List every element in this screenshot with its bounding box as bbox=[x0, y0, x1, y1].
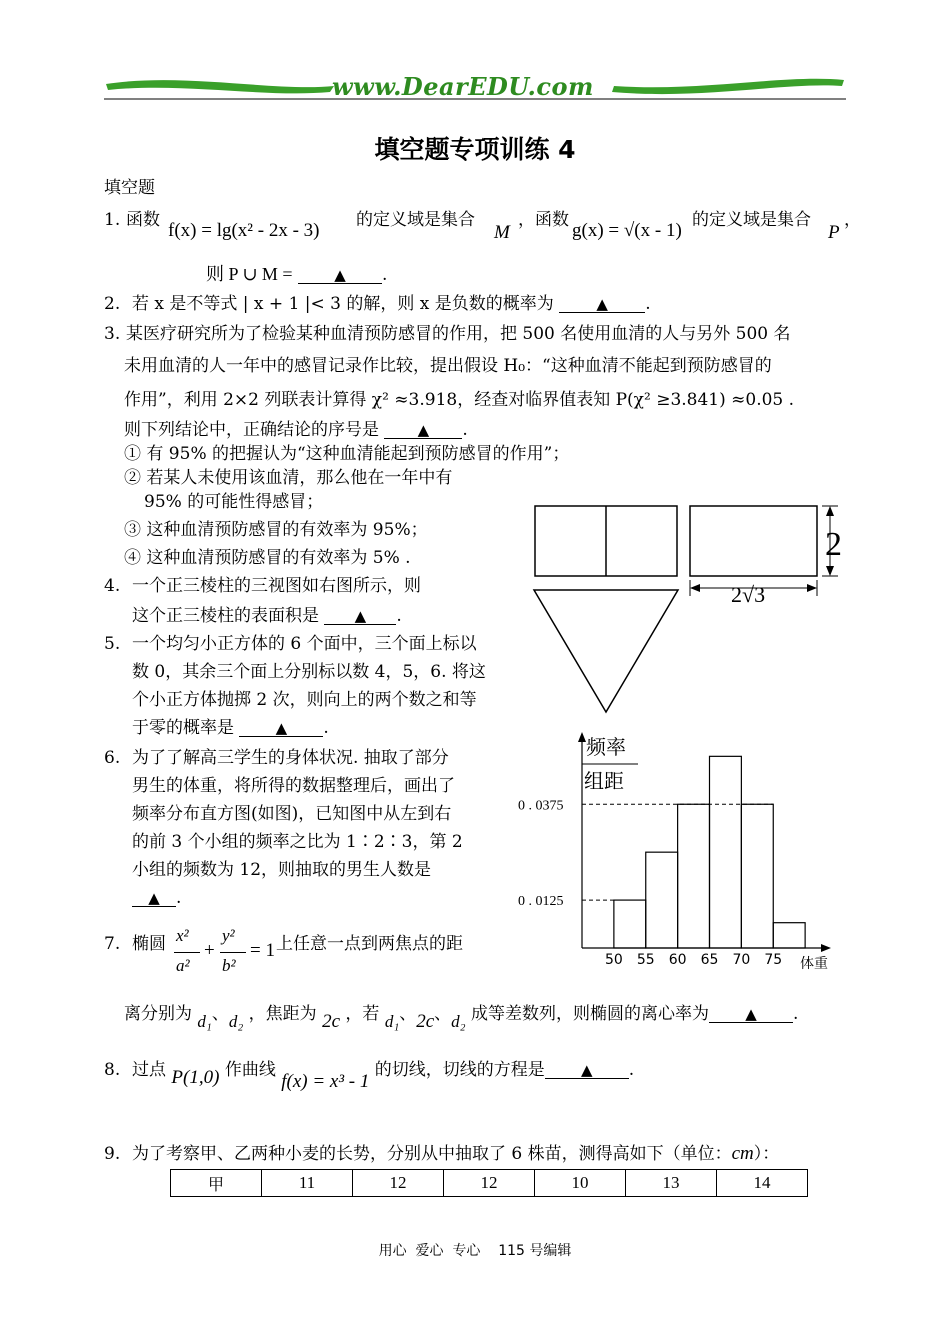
q7-d2-b: d₂ bbox=[451, 1012, 466, 1031]
q6-line-3: 频率分布直方图(如图)，已知图中从左到右 bbox=[132, 804, 452, 824]
q1-text-4: 的定义域是集合 bbox=[692, 210, 811, 230]
table-cell: 10 bbox=[535, 1170, 626, 1197]
q1-union-expr: 则 P ∪ M = bbox=[206, 264, 293, 284]
x-axis-arrow bbox=[821, 944, 831, 952]
answer-blank-1[interactable]: ▲ bbox=[298, 267, 382, 284]
histogram-bar bbox=[773, 923, 805, 948]
q1-set-p: P bbox=[828, 222, 840, 243]
q7-l2c: ，若 bbox=[345, 1004, 380, 1024]
table-cell: 13 bbox=[626, 1170, 717, 1197]
q7-equals-one: = 1 bbox=[250, 940, 275, 961]
q7-number: 7. bbox=[104, 934, 121, 954]
q7-sep-b: 、 bbox=[399, 1004, 417, 1024]
q4-line-2-text: 这个正三棱柱的表面积是 bbox=[132, 606, 319, 626]
q3-number: 3. bbox=[104, 324, 121, 344]
q3-line-3: 作用”，利用 2×2 列联表计算得 χ² ≈3.918，经查对临界值表知 P(χ² ≥3.841) ≈0.05 . bbox=[124, 390, 795, 410]
q5-number: 5. bbox=[104, 634, 121, 654]
q7-text-1: 椭圆 bbox=[132, 934, 166, 954]
width-label: 2√3 bbox=[731, 582, 766, 607]
q7-frac-y-den: b² bbox=[222, 956, 236, 975]
q7-frac-x-den: a² bbox=[176, 956, 190, 975]
q1-text-2: 的定义域是集合 bbox=[356, 210, 475, 230]
q6-number: 6. bbox=[104, 748, 121, 768]
q7-sep-c: 、 bbox=[434, 1004, 452, 1024]
q5-line-1: 一个均匀小正方体的 6 个面中，三个面上标以 bbox=[132, 634, 477, 654]
q5-line-3: 个小正方体抛掷 2 次，则向上的两个数之和等 bbox=[132, 690, 477, 710]
q5-line-4-text: 于零的概率是 bbox=[132, 718, 234, 738]
x-label: 体重 bbox=[800, 956, 828, 972]
histogram-bar bbox=[678, 804, 710, 948]
q7-frac-x-bar bbox=[174, 952, 200, 953]
q7-text-2: 上任意一点到两焦点的距 bbox=[276, 934, 463, 954]
q7-frac-y-bar bbox=[220, 952, 246, 953]
histogram-bar bbox=[741, 804, 773, 948]
q9-tail: ）： bbox=[753, 1144, 780, 1164]
q7-d1-b: d₁ bbox=[384, 1012, 400, 1031]
histogram-bar bbox=[646, 852, 678, 948]
answer-blank-2[interactable]: ▲ bbox=[559, 296, 645, 313]
q8-number: 8. bbox=[104, 1060, 121, 1080]
x-tick-label: 50 bbox=[604, 952, 623, 968]
q9-line bbox=[132, 1142, 779, 1166]
answer-blank-4[interactable]: ▲ bbox=[324, 608, 396, 625]
frequency-histogram bbox=[510, 728, 850, 978]
q1-text-5: ， bbox=[844, 210, 861, 230]
q9-unit: cm bbox=[731, 1143, 754, 1164]
q1-number: 1. bbox=[104, 210, 121, 230]
q8-text-3: 的切线，切线的方程是 bbox=[374, 1060, 545, 1080]
q7-l2a: 离分别为 bbox=[124, 1004, 192, 1024]
q8-text-2: 作曲线 bbox=[224, 1060, 276, 1080]
q7-line-2: 离分别为 d₁、d₂ ，焦距为 2c ，若 d₁、2c、d₂ 成等差数列，则椭圆的离心率为 ▲ . bbox=[124, 1004, 799, 1032]
q1-g-formula: g(x) = √(x - 1) bbox=[572, 220, 682, 241]
site-url[interactable]: www.DearEDU.com bbox=[332, 72, 594, 101]
q3-line-4: 则下列结论中，正确结论的序号是 ▲ . bbox=[124, 420, 468, 440]
q7-ellipse-formula bbox=[172, 926, 276, 986]
x-tick-label: 75 bbox=[764, 952, 783, 968]
top-view-triangle bbox=[534, 590, 678, 712]
q3-line-4-text: 则下列结论中，正确结论的序号是 bbox=[124, 420, 379, 440]
q4-line-2: 这个正三棱柱的表面积是 ▲ . bbox=[132, 606, 402, 626]
height-arrow-down bbox=[826, 566, 834, 576]
q3-option-3: ③ 这种血清预防感冒的有效率为 95%； bbox=[124, 520, 428, 540]
q3-line-2: 未用血清的人一年中的感冒记录作比较，提出假设 H₀：“这种血清不能起到预防感冒的 bbox=[124, 356, 772, 376]
x-tick-label: 55 bbox=[636, 952, 655, 968]
answer-blank-7[interactable]: ▲ bbox=[709, 1006, 793, 1023]
table-row-label: 甲 bbox=[171, 1170, 262, 1197]
table-cell: 14 bbox=[717, 1170, 808, 1197]
table-row bbox=[171, 1170, 808, 1197]
table-cell: 12 bbox=[444, 1170, 535, 1197]
q7-d2: d₂ bbox=[228, 1012, 244, 1031]
height-label: 2 bbox=[825, 526, 842, 563]
table-cell: 12 bbox=[353, 1170, 444, 1197]
y-tick-label: 0 . 0375 bbox=[518, 798, 564, 814]
x-tick-label: 70 bbox=[732, 952, 751, 968]
q5-line-2: 数 0，其余三个面上分别标以数 4，5，6. 将这 bbox=[132, 662, 486, 682]
q2-line: 若 x 是不等式 | x + 1 |< 3 的解，则 x 是负数的概率为 ▲ . bbox=[132, 294, 651, 314]
x-tick-label: 65 bbox=[700, 952, 719, 968]
q8-point: P(1,0) bbox=[171, 1067, 220, 1088]
answer-blank-6[interactable]: ▲ bbox=[132, 890, 176, 907]
histogram-bar bbox=[614, 900, 646, 948]
page-title: 填空题专项训练 4 bbox=[374, 135, 576, 164]
q3-option-2b: 95% 的可能性得感冒； bbox=[144, 492, 324, 512]
q6-line-2: 男生的体重，将所得的数据整理后，画出了 bbox=[132, 776, 455, 796]
x-tick-label: 60 bbox=[668, 952, 687, 968]
q9-height-table bbox=[170, 1169, 808, 1197]
y-label-top: 频率 bbox=[586, 735, 626, 759]
y-axis-arrow bbox=[578, 732, 586, 742]
q1-text-1: 函数 bbox=[126, 210, 160, 230]
q7-2c: 2c bbox=[322, 1011, 340, 1032]
answer-blank-8[interactable]: ▲ bbox=[545, 1062, 629, 1079]
q8-curve: f(x) = x³ - 1 bbox=[281, 1071, 370, 1092]
section-label: 填空题 bbox=[104, 178, 155, 198]
width-arrow-left bbox=[690, 584, 700, 592]
q8-text-1: 过点 bbox=[132, 1060, 166, 1080]
y-label-bottom: 组距 bbox=[584, 769, 624, 793]
page-footer: 用心 爱心 专心 115 号编辑 bbox=[378, 1243, 572, 1259]
q7-frac-x-num: x² bbox=[176, 926, 189, 945]
q6-answer-line: ▲ . bbox=[132, 886, 181, 910]
y-tick-label: 0 . 0125 bbox=[518, 894, 564, 910]
q2-text: 若 x 是不等式 | x + 1 |< 3 的解，则 x 是负数的概率为 bbox=[132, 294, 554, 314]
q3-option-2a: ② 若某人未使用该血清，那么他在一年中有 bbox=[124, 468, 453, 488]
q7-d1: d₁ bbox=[197, 1012, 212, 1031]
height-arrow-up bbox=[826, 506, 834, 516]
q7-l2b: ，焦距为 bbox=[248, 1004, 317, 1024]
answer-blank-3[interactable]: ▲ bbox=[384, 422, 462, 439]
q7-sep-a: 、 bbox=[211, 1004, 229, 1024]
q3-option-1: ① 有 95% 的把握认为“这种血清能起到预防感冒的作用”； bbox=[124, 444, 570, 464]
width-arrow-right bbox=[807, 584, 817, 592]
q6-line-4: 的前 3 个小组的频率之比为 1∶2∶3，第 2 bbox=[132, 832, 463, 852]
q9-number: 9. bbox=[104, 1144, 121, 1164]
q7-frac-y-num: y² bbox=[222, 926, 235, 945]
q3-line-1: 某医疗研究所为了检验某种血清预防感冒的作用，把 500 名使用血清的人与另外 500 名 bbox=[126, 324, 791, 344]
q7-2c-b: 2c bbox=[416, 1011, 435, 1032]
q4-line-1: 一个正三棱柱的三视图如右图所示，则 bbox=[132, 576, 421, 596]
q1-text-3: ，函数 bbox=[518, 210, 569, 230]
q1-line-2: 则 P ∪ M = ▲ . bbox=[206, 264, 388, 285]
side-view bbox=[690, 506, 817, 576]
table-cell: 11 bbox=[262, 1170, 353, 1197]
q6-line-1: 为了了解高三学生的身体状况. 抽取了部分 bbox=[132, 748, 449, 768]
q5-line-4: 于零的概率是 ▲ . bbox=[132, 718, 329, 738]
q1-set-m: M bbox=[494, 222, 510, 243]
q9-text: 为了考察甲、乙两种小麦的长势，分别从中抽取了 6 株苗，测得高如下（单位： bbox=[132, 1144, 732, 1164]
q4-number: 4. bbox=[104, 576, 121, 596]
histogram-bar bbox=[710, 756, 742, 948]
q7-l2d: 成等差数列，则椭圆的离心率为 bbox=[471, 1004, 709, 1024]
q3-option-4: ④ 这种血清预防感冒的有效率为 5% . bbox=[124, 548, 411, 568]
q7-plus: + bbox=[204, 940, 215, 961]
q2-number: 2. bbox=[104, 294, 121, 314]
answer-blank-5[interactable]: ▲ bbox=[239, 720, 323, 737]
q6-line-5: 小组的频数为 12，则抽取的男生人数是 bbox=[132, 860, 432, 880]
q1-f-formula: f(x) = lg(x² - 2x - 3) bbox=[168, 220, 320, 241]
q8-line: 过点 P(1,0) 作曲线 f(x) = x³ - 1 的切线，切线的方程是 ▲ . bbox=[132, 1060, 635, 1092]
header-banner bbox=[104, 72, 846, 104]
three-view-figure bbox=[530, 500, 850, 740]
